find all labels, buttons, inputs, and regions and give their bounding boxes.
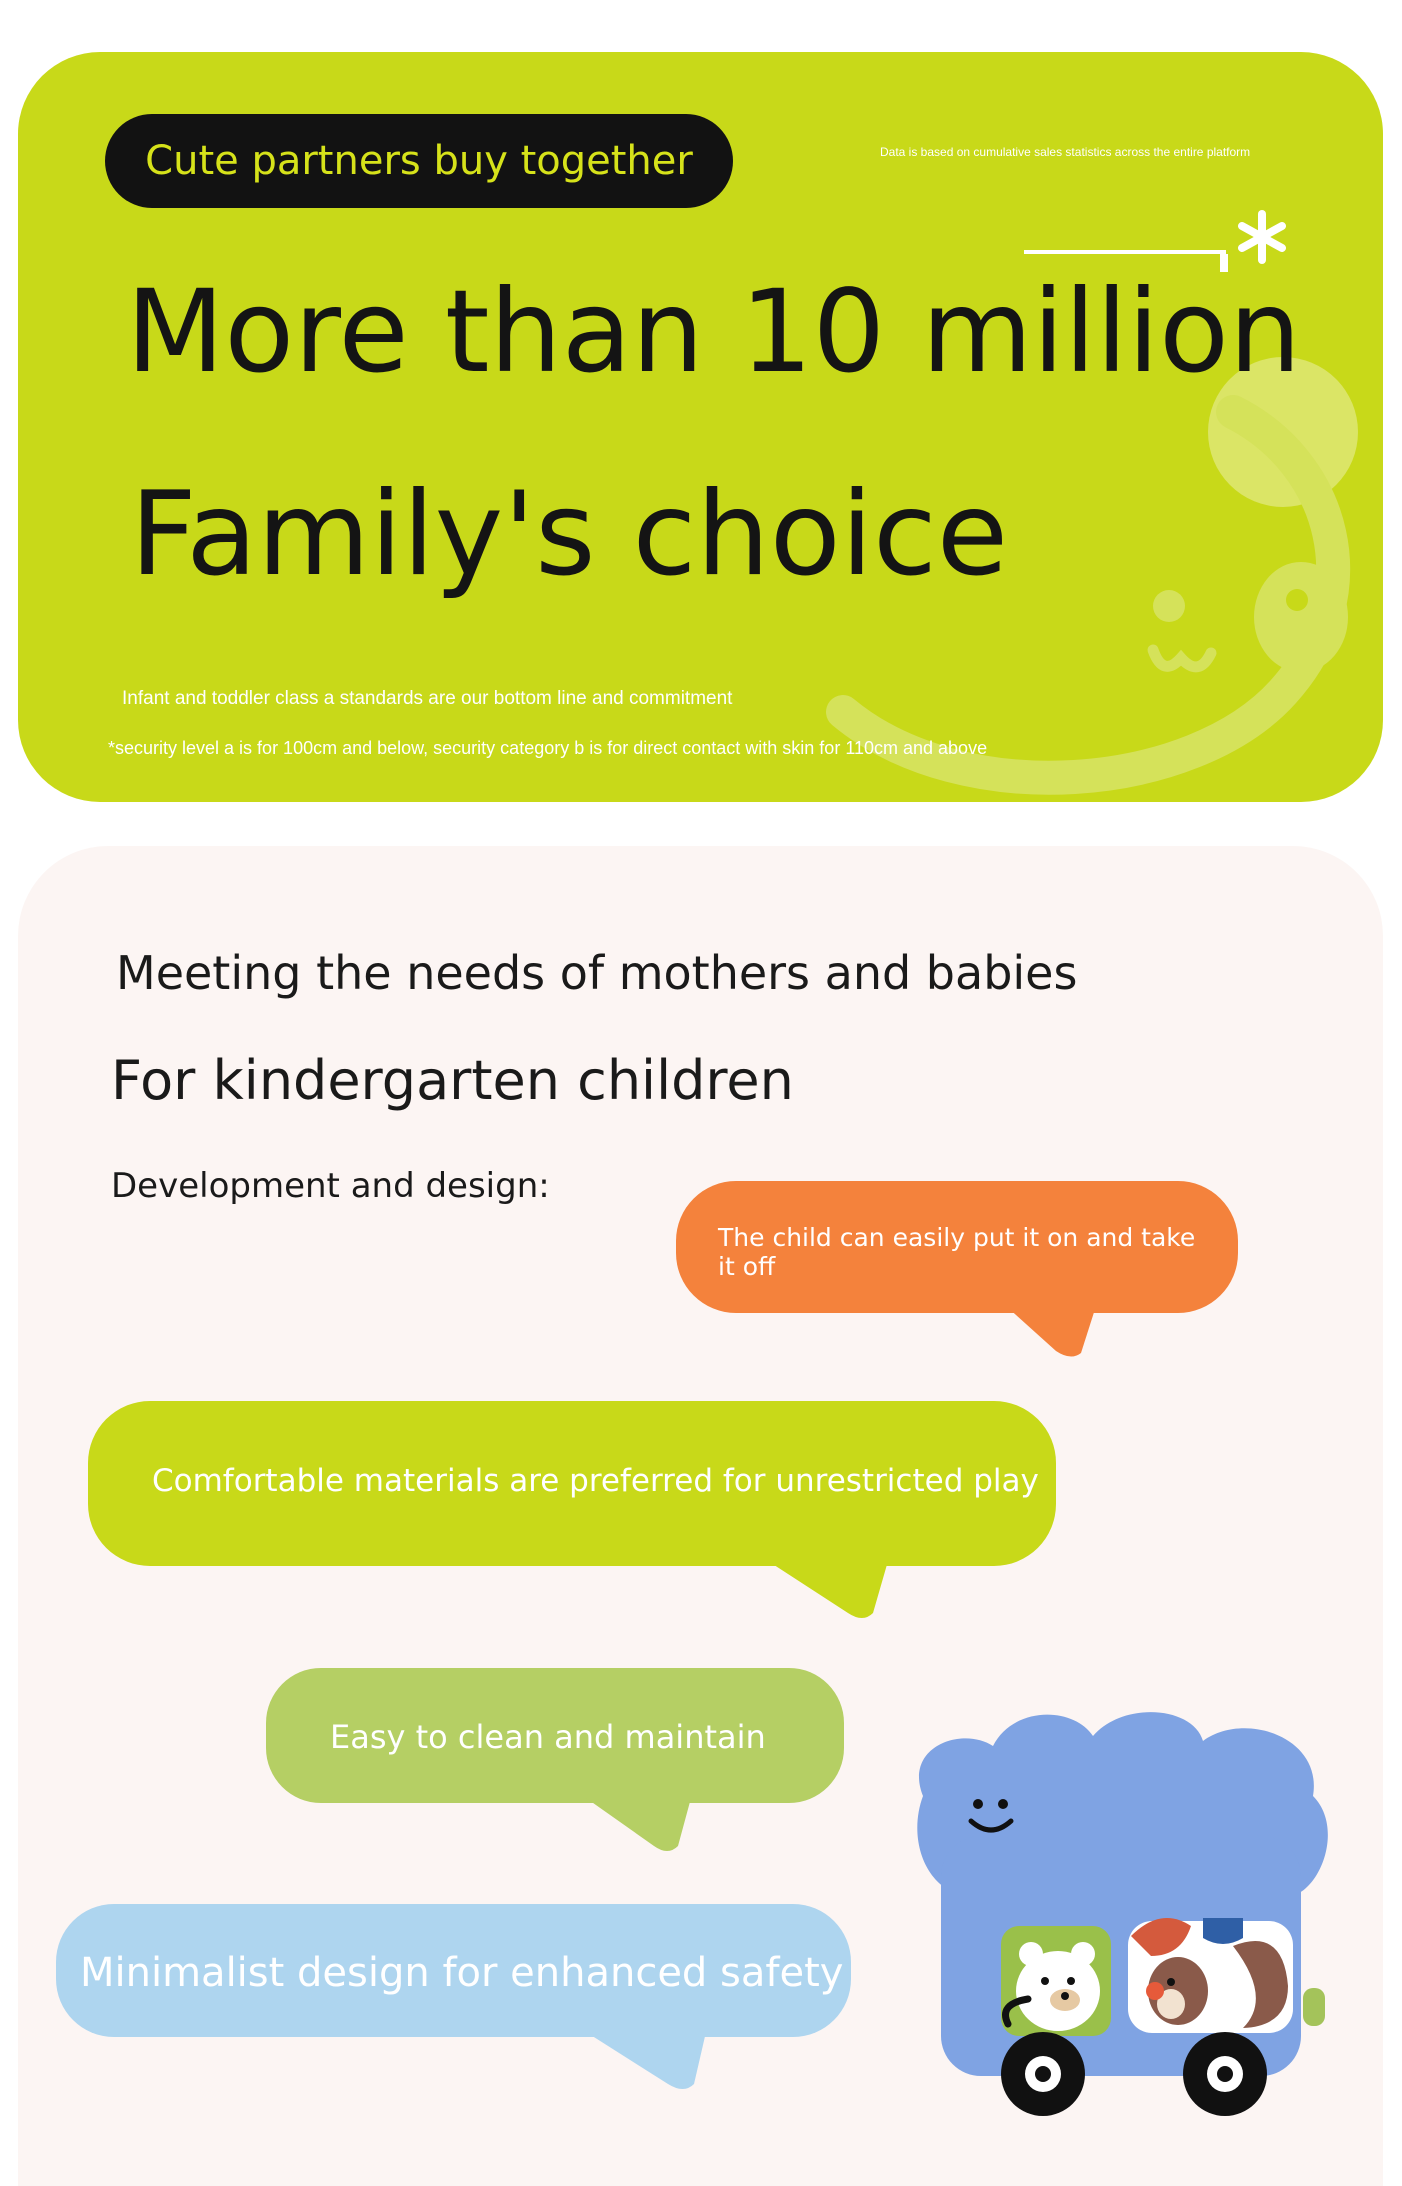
needs-title: Meeting the needs of mothers and babies (116, 946, 1078, 1000)
feature-bubble-easy-wear (676, 1181, 1256, 1361)
kindergarten-subtitle: For kindergarten children (111, 1049, 794, 1112)
security-note: *security level a is for 100cm and below, security category b is for direct contact with skin for 110cm and above (108, 738, 988, 758)
headline-families-count: More than 10 million (126, 265, 1302, 398)
data-source-note: Data is based on cumulative sales statistics across the entire platform (880, 145, 1251, 159)
needs-card (18, 846, 1383, 2186)
feature-bubble-safety (56, 1904, 876, 2104)
feature-bubble-easy-clean (266, 1668, 866, 1868)
bubble-text: Minimalist design for enhanced safety (80, 1950, 844, 1996)
bubble-text: Easy to clean and maintain (330, 1718, 766, 1756)
bubble-text: The child can easily put it on and take it off (718, 1223, 1196, 1281)
standard-note: Infant and toddler class a standards are our bottom line and commitment (122, 688, 733, 709)
speech-bubble-shape (88, 1401, 1078, 1626)
group-buy-pill: Cute partners buy together (105, 114, 733, 208)
headline-families-choice: Family's choice (130, 467, 1009, 602)
speech-bubble-shape (266, 1668, 866, 1868)
speech-bubble-shape (56, 1904, 876, 2104)
hero-card (18, 52, 1383, 802)
design-label: Development and design: (111, 1166, 550, 1206)
animal-bus-icon (903, 1686, 1363, 2146)
bubble-text: Comfortable materials are preferred for unrestricted play (152, 1463, 1039, 1499)
feature-bubble-comfort (88, 1401, 1078, 1626)
